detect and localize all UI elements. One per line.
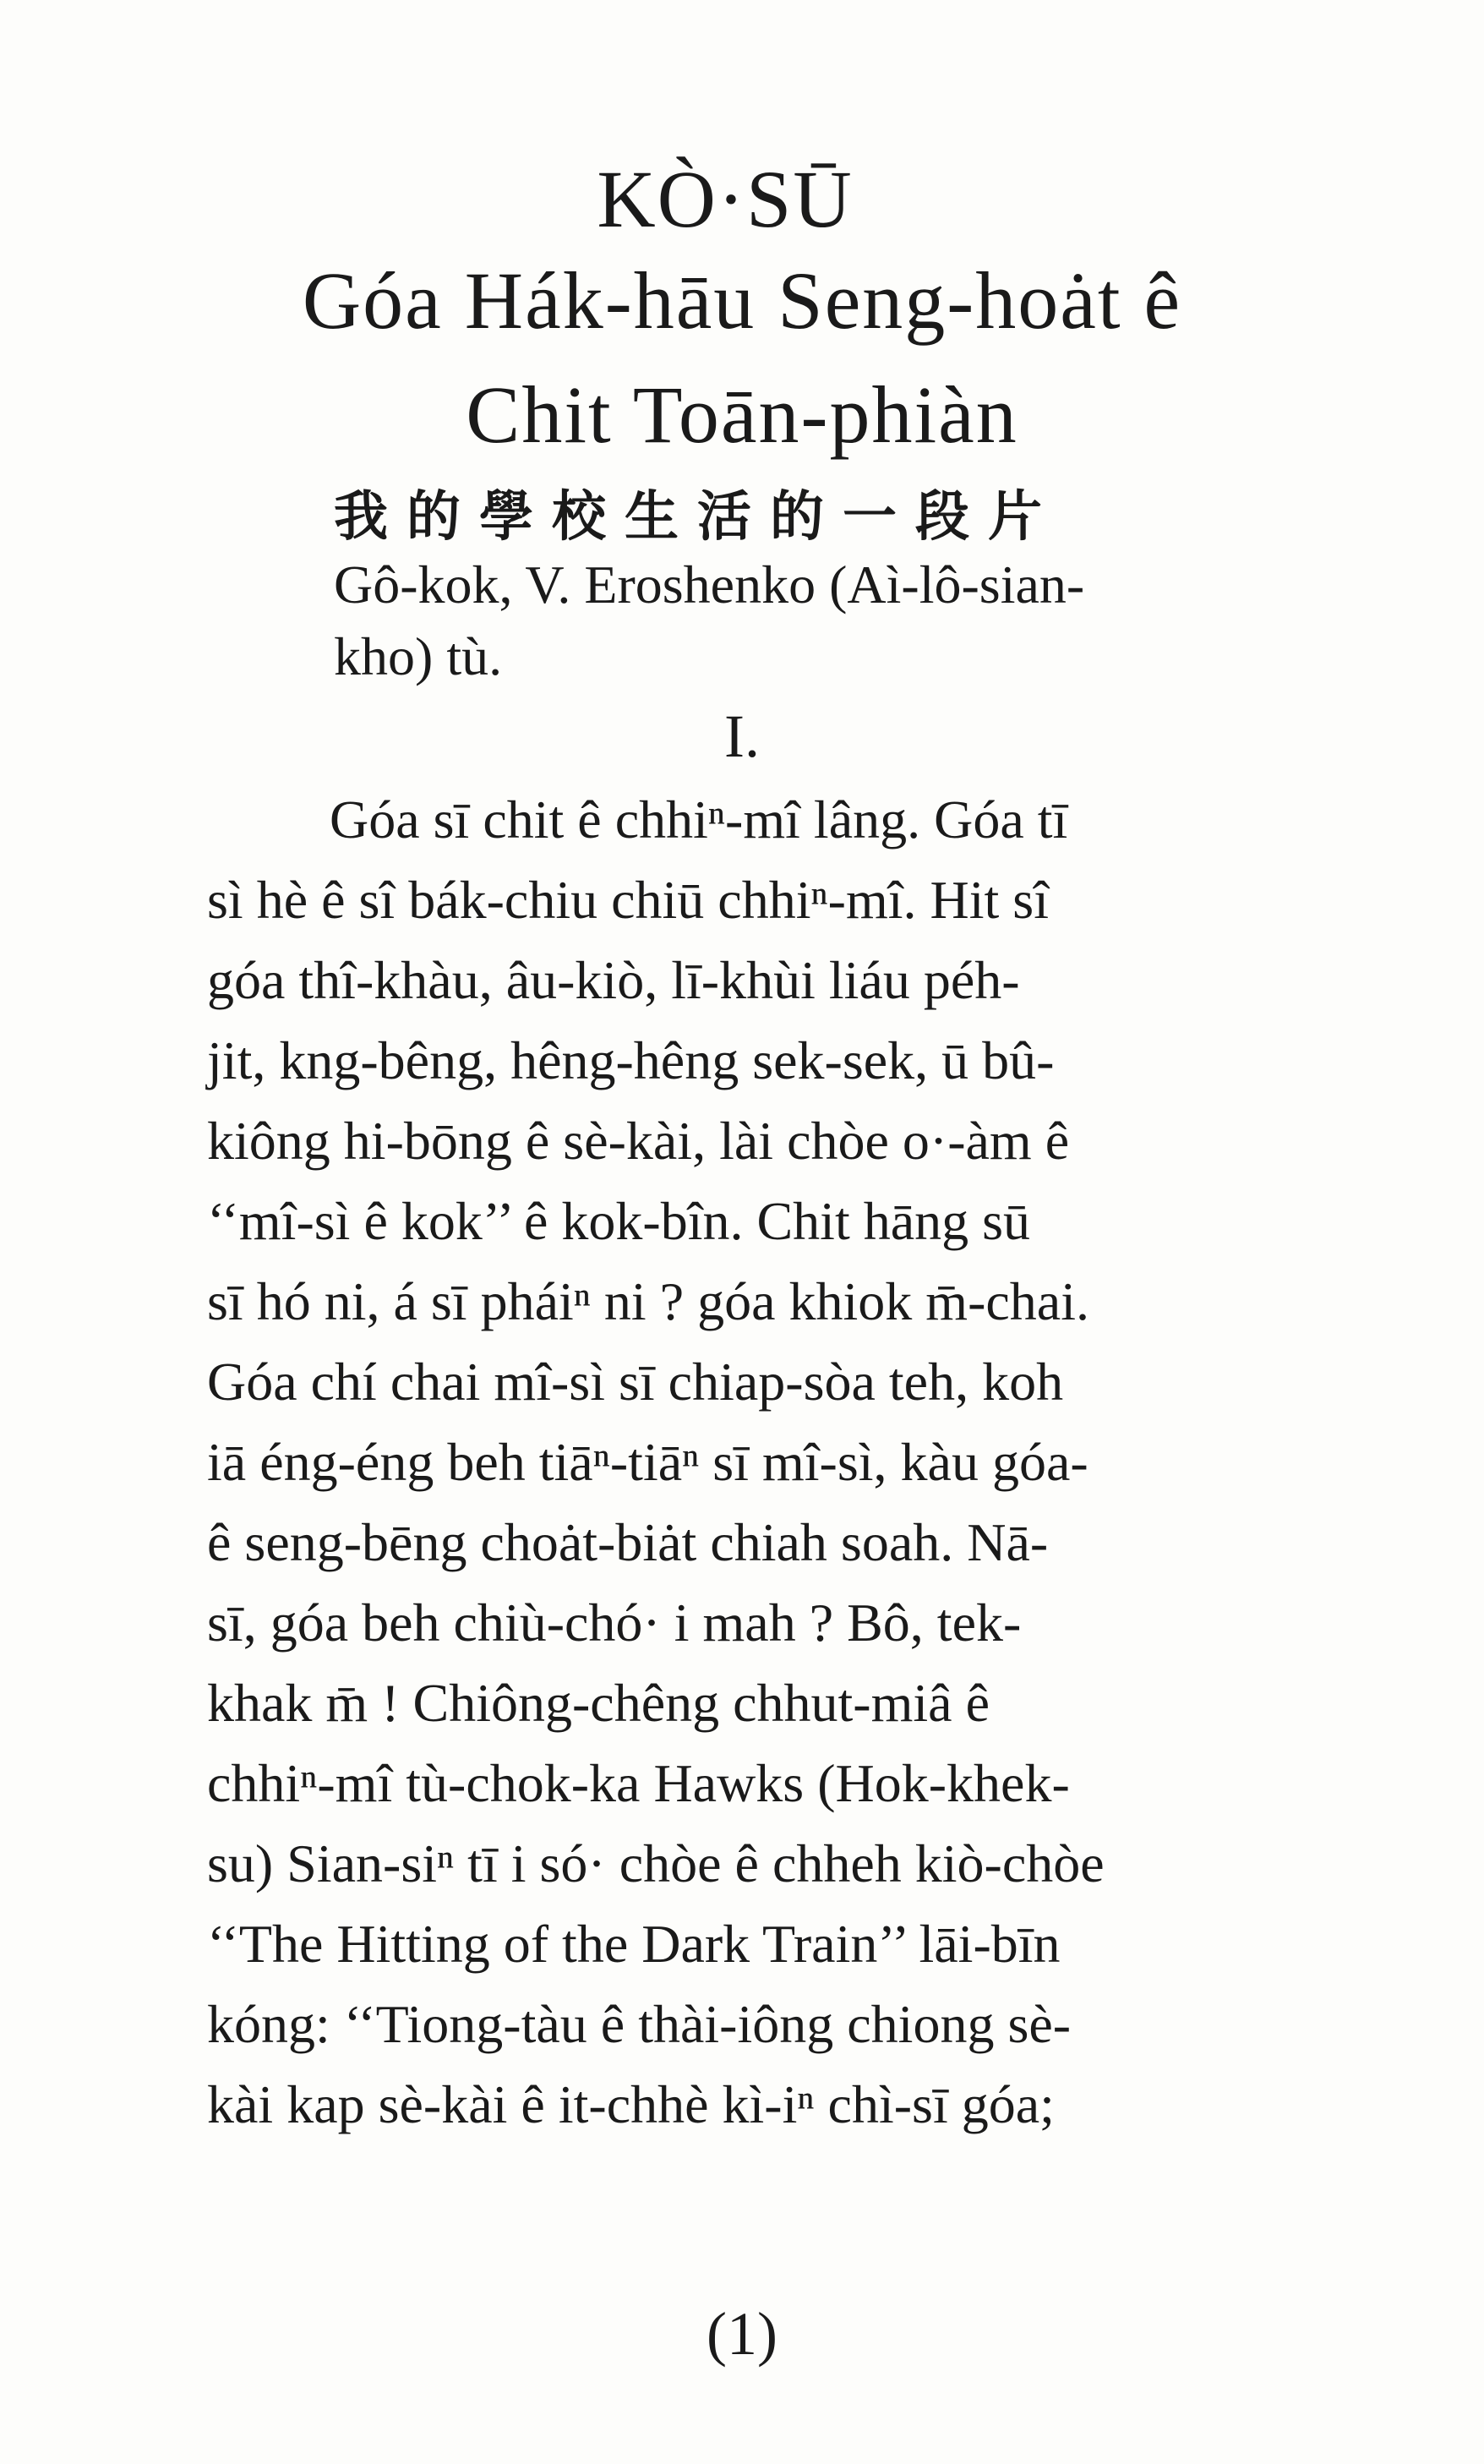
body-line-9: iā éng-éng beh tiāⁿ-tiāⁿ sī mî-sì, kàu góa- — [207, 1432, 1088, 1492]
body-line-2: sì hè ê sî bák-chiu chiū chhiⁿ-mî. Hit sî — [207, 870, 1049, 930]
body-line-13: chhiⁿ-mî tù-chok-ka Hawks (Hok-khek- — [207, 1753, 1070, 1813]
title-line-1: KÒ·SŪ — [597, 154, 854, 244]
page-number: (1) — [707, 2300, 777, 2368]
body-line-1: Góa sī chit ê chhiⁿ-mî lâng. Góa tī — [330, 789, 1068, 850]
body-line-8: Góa chí chai mî-sì sī chiap-sòa teh, koh — [207, 1352, 1064, 1412]
body-line-15: ‘‘The Hitting of the Dark Train’’ lāi-bīn — [207, 1914, 1061, 1974]
author-line-2: kho) tù. — [334, 626, 503, 686]
body-line-3: góa thî-khàu, âu-kiò, lī-khùi liáu péh- — [207, 950, 1020, 1010]
chinese-title: 我的學校生活的一段片 — [334, 486, 1061, 549]
section-number: I. — [724, 702, 760, 770]
body-line-6: ‘‘mî-sì ê kok’’ ê kok-bîn. Chit hāng sū — [207, 1191, 1031, 1251]
body-line-17: kài kap sè-kài ê it-chhè kì-iⁿ chì-sī góa; — [207, 2074, 1055, 2134]
body-line-4: jit, kng-bêng, hêng-hêng sek-sek, ū bû- — [207, 1030, 1055, 1090]
body-line-7: sī hó ni, á sī pháiⁿ ni ? góa khiok m̄-chai. — [207, 1271, 1089, 1331]
title-line-2: Góa Hák-hāu Seng-hoȧt ê — [302, 255, 1182, 346]
body-line-14: su) Sian-siⁿ tī i só· chòe ê chheh kiò-chòe — [207, 1833, 1105, 1893]
body-line-16: kóng: ‘‘Tiong-tàu ê thài-iông chiong sè- — [207, 1994, 1072, 2054]
title-line-3: Chit Toān-phiàn — [466, 369, 1018, 460]
body-line-5: kiông hi-bōng ê sè-kài, lài chòe o·-àm ê — [207, 1111, 1070, 1171]
body-line-11: sī, góa beh chiù-chó· i mah ? Bô, tek- — [207, 1593, 1022, 1653]
body-line-12: khak m̄ ! Chiông-chêng chhut-miâ ê — [207, 1673, 990, 1733]
body-line-10: ê seng-bēng choȧt-biȧt chiah soah. Nā- — [207, 1512, 1049, 1572]
author-line-1: Gô-kok, V. Eroshenko (Aì-lô-sian- — [334, 555, 1085, 615]
